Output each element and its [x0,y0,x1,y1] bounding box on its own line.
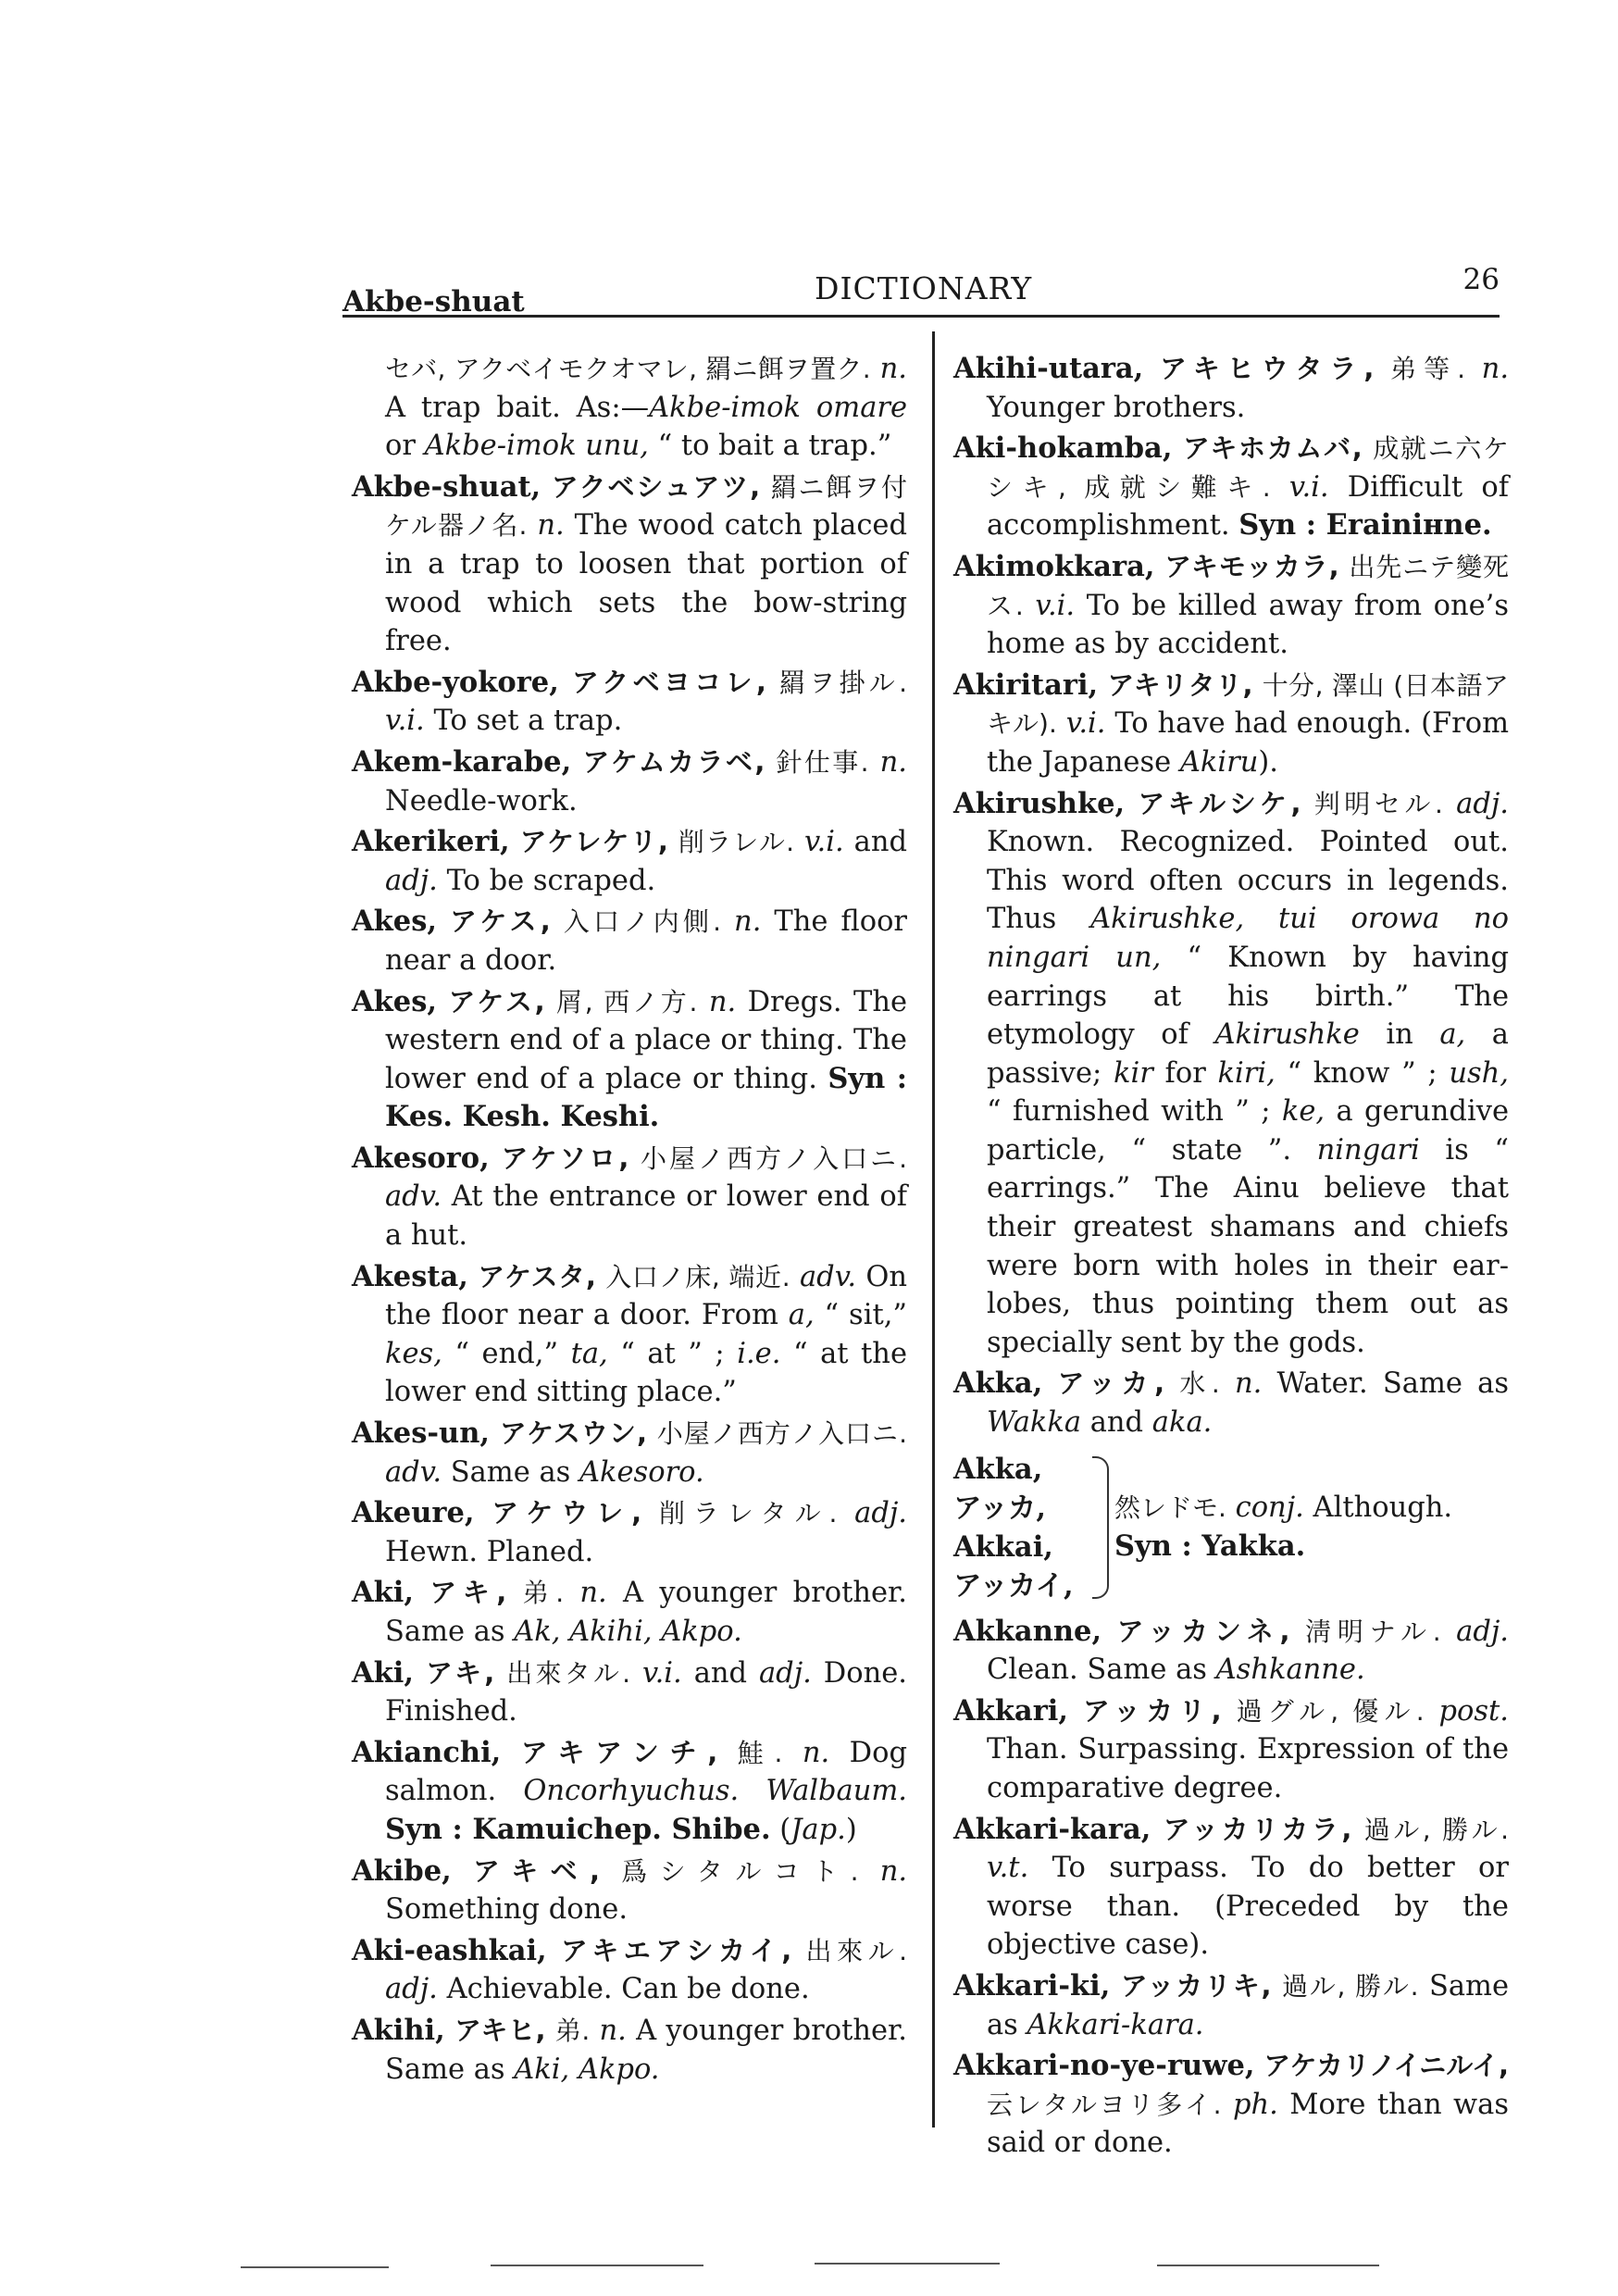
dictionary-entry: Akkanne, アッカンネ, 淸明ナル. adj. Clean. Same as Ashkanne. [953,1614,1510,1687]
dictionary-entry: Akes-un, アケスウン, 小屋ノ西方ノ入口ニ. adv. Same as Akesoro. [352,1416,907,1489]
dictionary-entry: Akihi-utara, アキヒウタラ, 弟等. n. Younger brothers. [953,352,1510,424]
dictionary-entry: Akibe, アキベ, 爲シタルコト. n. Something done. [352,1853,908,1927]
right-column [953,350,1509,2165]
akka-headwords [953,1450,1092,1605]
left-column [352,350,907,2091]
dictionary-entry: Akimokkara, アキモッカラ, 出先ニテ變死ス. v.i. To be killed away from one’s home as by accident. [953,549,1510,661]
dictionary-entry: Akkari-ki, アッカリキ, 過ル, 勝ル. Same as Akkari-kara. [953,1968,1509,2041]
dictionary-entry: Akirushke, アキルシケ, 判明セル. adj. Known. Recognized. Pointed out. This word often occurs in legends. Thus Akirushke, tui orowa no ningari un, “ Known by having earrings at his birth.” The etymology of Akirushke in a, a passive; kir for kiri, “ know ” ; ush, “ furnished with ” ; ke, a gerundive particle, “ state ”. ningari is “ earrings.” The Ainu believe that their greatest shamans and chiefs were born with holes in their ear-lobes, thus pointing them out as specially sent by the gods. [953,786,1510,1359]
dictionary-entry: Akkari-no-ye-ruwe, アケカリノイニルイ, 云レタルヨリ多イ. ph. More than was said or done. [953,2049,1510,2160]
running-headword: Akbe-shuat [342,285,525,318]
dictionary-entry: Akbe-shuat, アクベシュアツ, 羂ニ餌ヲ付ケル器ノ名. n. The wood catch placed in a trap to loosen that portion of wood which sets the bow-string free. [352,469,907,658]
dictionary-entry: Akianchi, アキアンチ, 鮭. n. Dog salmon. Oncorhyuchus. Walbaum. Syn : Kamuichep. Shibe. (Jap.) [352,1735,908,1846]
bottom-edge-marks [0,2259,1618,2277]
akka-headword-line: Akka, [953,1452,1043,1486]
dictionary-entry: Aki, アキ, 弟. n. A younger brother. Same as Ak, Akihi, Akpo. [352,1576,907,1648]
dictionary-entry: Akem-karabe, アケムカラベ, 針仕事. n. Needle-work. [352,744,907,817]
header-rule [342,315,1500,318]
dictionary-entry: Akes, アケス, 入口ノ内側. n. The floor near a door. [352,905,908,977]
dictionary-entry: Aki-eashkai, アキエアシカイ, 出來ル. adj. Achievable. Can be done. [352,1933,907,2006]
running-title: DICTIONARY [815,270,1033,306]
dictionary-entry: Akerikeri, アケレケリ, 削ラレル. v.i. and adj. To be scraped. [352,825,907,897]
right-column-top [953,350,1509,1442]
dictionary-entry: Akka, アッカ, 水. n. Water. Same as Wakka and aka. [953,1366,1509,1440]
dictionary-entry: Akihi, アキヒ, 弟. n. A younger brother. Same as Aki, Akpo. [352,2013,907,2086]
right-column-bottom [953,1613,1509,2163]
dictionary-entry: Akbe-yokore, アクベヨコレ, 羂ヲ掛ル. v.i. To set a trap. [352,665,907,738]
akka-definition: 然レドモ. conj. Although. Syn : Yakka. [1114,1491,1453,1563]
akka-headword-line: Akkai, [953,1529,1053,1564]
dictionary-entry: セバ, アクベイモクオマレ, 羂ニ餌ヲ置ク. n. A trap bait. As:—Akbe-imok omare or Akbe-imok unu, “ to bait a trap.” [385,353,908,463]
dictionary-entry: Akkari, アッカリ, 過グル, 優ル. post. Than. Surpassing. Expression of the comparative degree. [953,1693,1510,1804]
dictionary-entry: Aki, アキ, 出來タル. v.i. and adj. Done. Finished. [352,1655,907,1728]
akka-headword-line: アッカ, [953,1491,1046,1525]
dictionary-entry: Aki-hokamba, アキホカムバ, 成就ニ六ケシキ, 成就シ難キ. v.i. Difficult of accomplishment. Syn : Erainінne. [953,431,1509,543]
dictionary-entry: Akkari-kara, アッカリカラ, 過ル, 勝ル. v.t. To surpass. To do better or worse than. (Preceded by the objective case). [953,1812,1510,1962]
page-number: 26 [1462,263,1500,296]
akka-entry-group [953,1450,1509,1605]
column-divider [932,331,935,2128]
dictionary-entry: Akeure, アケウレ, 削ラレタル. adj. Hewn. Planed. [352,1496,908,1568]
dictionary-entry: Akesta, アケスタ, 入口ノ床, 端近. adv. On the floor near a door. From a, “ sit,” kes, “ end,” ta, “ at ” ; i.e. “ at the lower end sitting place.” [352,1259,908,1409]
brace [1092,1456,1109,1599]
dictionary-entry: Akiritari, アキリタリ, 十分, 澤山 (日本語アキル). v.i. To have had enough. (From the Japanese Akiru). [953,668,1510,779]
dictionary-entry: Akesoro, アケソロ, 小屋ノ西方ノ入口ニ. adv. At the entrance or lower end of a hut. [352,1141,907,1253]
dictionary-entry: Akes, アケス, 屑, 西ノ方. n. Dregs. The western end of a place or thing. The lower end of a place or thing. Syn : Kes. Kesh. Keshi. [352,984,908,1134]
akka-headword-line: アッカイ, [953,1568,1074,1603]
